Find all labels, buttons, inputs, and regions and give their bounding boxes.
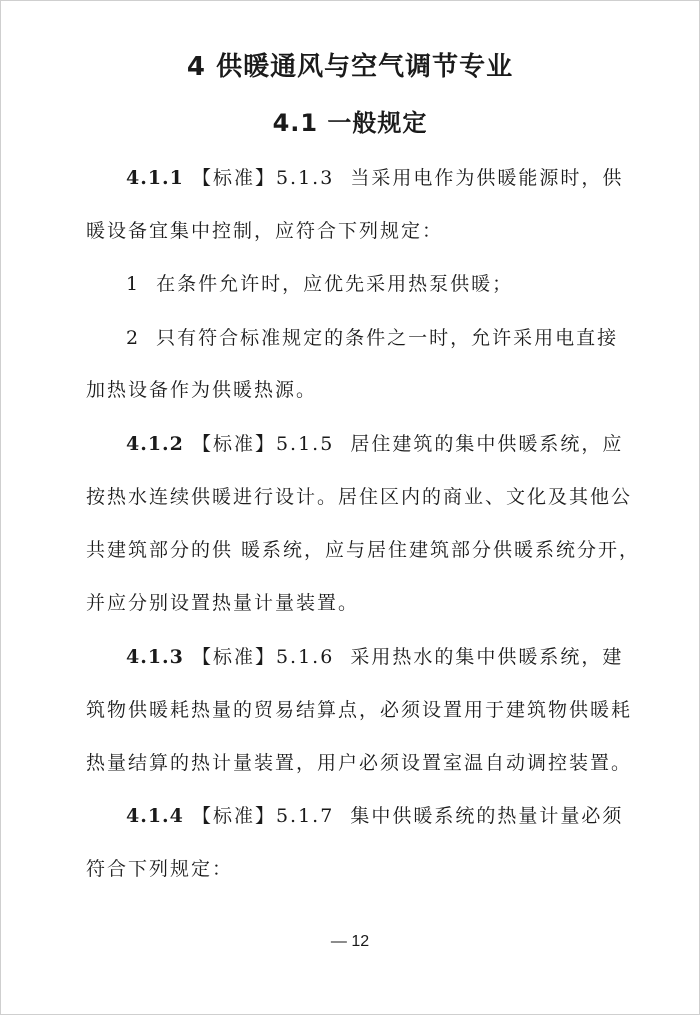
clause-text: 【标准】5.1.3 当采用电作为供暖能源时，供 (191, 167, 624, 189)
page-number: — 12 (330, 933, 370, 950)
clause-text: 筑物供暖耗热量的贸易结算点，必须设置用于建筑物供暖耗 (86, 699, 633, 721)
clause-4-1-4-first-line (126, 804, 623, 828)
clause-text: 【标准】5.1.7 集中供暖系统的热量计量必须 (191, 805, 624, 827)
list-item: 2 只有符合标准规定的条件之一时，允许采用电直接 (126, 327, 619, 349)
clause-text: 【标准】5.1.6 采用热水的集中供暖系统，建 (191, 646, 624, 668)
clause-number: 4.1.4 (126, 805, 184, 827)
clause-number: 4.1.3 (126, 646, 184, 668)
chapter-title: 4 供暖通风与空气调节专业 (186, 52, 514, 82)
list-item-continuation: 加热设备作为供暖热源。 (86, 379, 318, 401)
clause-text: 共建筑部分的供 暖系统，应与居住建筑部分供暖系统分开， (86, 539, 641, 561)
clause-text: 并应分别设置热量计量装置。 (86, 592, 360, 614)
clause-number: 4.1.1 (126, 167, 184, 189)
clause-text: 热量结算的热计量装置，用户必须设置室温自动调控装置。 (86, 752, 633, 774)
list-item: 1 在条件允许时，应优先采用热泵供暖； (126, 273, 514, 295)
clause-4-1-2-first-line (126, 432, 623, 456)
clause-number: 4.1.2 (126, 433, 184, 455)
section-title: 4.1 一般规定 (272, 109, 428, 137)
clause-text: 符合下列规定： (86, 858, 234, 880)
clause-text: 【标准】5.1.5 居住建筑的集中供暖系统，应 (191, 433, 624, 455)
clause-4-1-3-first-line (126, 645, 623, 669)
clause-text: 按热水连续供暖进行设计。居住区内的商业、文化及其他公 (86, 486, 633, 508)
clause-4-1-1-first-line (126, 166, 623, 190)
clause-text: 暖设备宜集中控制，应符合下列规定： (86, 220, 444, 242)
